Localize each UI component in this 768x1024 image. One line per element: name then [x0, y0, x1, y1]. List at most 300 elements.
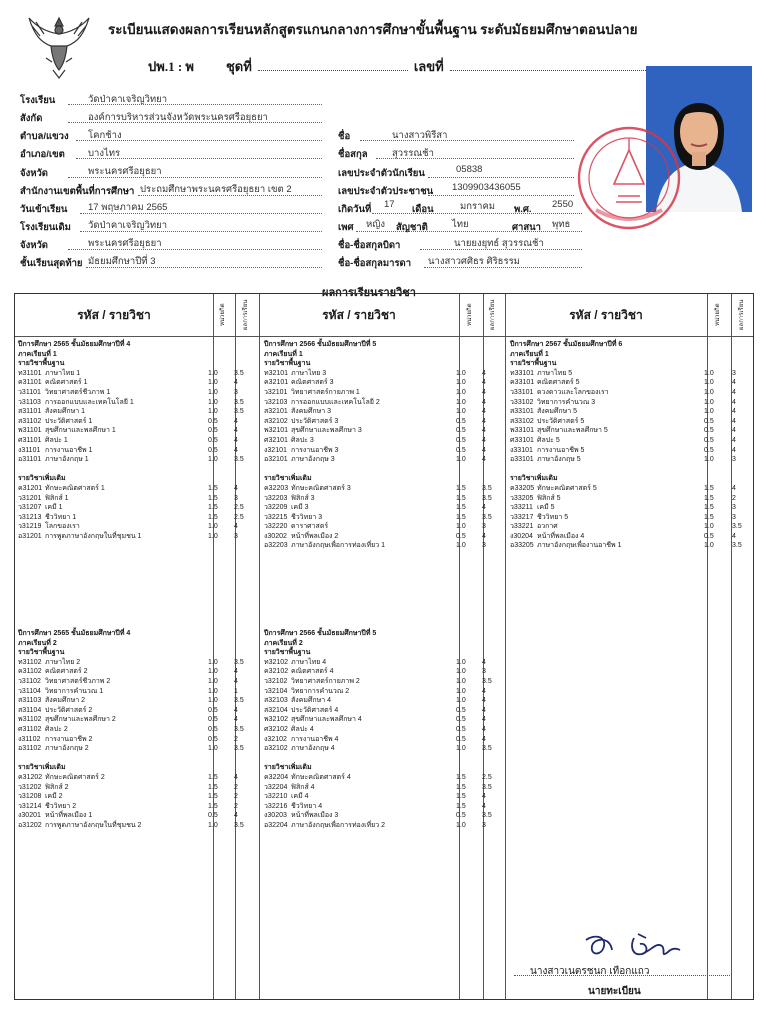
grade-value: 2.5	[482, 773, 492, 781]
credit-value: 1.5	[704, 504, 714, 512]
grade-value: 2.5	[234, 513, 244, 521]
name-label: ชื่อ	[338, 131, 351, 142]
subject-row	[18, 436, 256, 446]
subject-code: ค32203	[264, 484, 289, 492]
subject-row	[18, 744, 256, 754]
subject-name: การออกแบบและเทคโนโลยี 1	[45, 398, 134, 406]
subject-row	[264, 532, 502, 542]
subject-name: ภาษาไทย 3	[291, 369, 327, 377]
subject-row	[264, 503, 502, 513]
credit-value: 1.0	[456, 408, 466, 416]
subject-row	[264, 792, 502, 802]
grade-value: 3.5	[482, 677, 492, 685]
subject-row	[510, 426, 750, 436]
credit-value: 1.5	[208, 773, 218, 781]
mother-label: ชื่อ-ชื่อสกุลมารดา	[338, 258, 412, 269]
subject-row	[264, 821, 502, 831]
subject-row	[18, 735, 256, 745]
grade-value: 1	[234, 687, 238, 695]
grade-value: 4	[482, 408, 486, 416]
grade-value: 4	[732, 398, 736, 406]
registrar-signature	[504, 930, 752, 1000]
grade-value: 4	[482, 446, 486, 454]
subject-name: หน้าที่พลเมือง 1	[45, 812, 93, 820]
subject-name: สุขศึกษาและพลศึกษา 4	[291, 716, 362, 724]
grade-value: 2	[732, 494, 736, 502]
credit-value: 1.0	[456, 369, 466, 377]
credit-value: 1.0	[456, 658, 466, 666]
credit-value: 0.5	[704, 417, 714, 425]
subject-row	[264, 522, 502, 532]
col-divider	[505, 294, 506, 999]
subject-name: ภาษาอังกฤษ 4	[291, 745, 335, 753]
subject-row	[510, 484, 750, 494]
credit-value: 1.5	[208, 494, 218, 502]
credit-value: 0.5	[208, 446, 218, 454]
subject-code: ค31101	[18, 379, 42, 387]
subject-code: ค32204	[264, 773, 289, 781]
credit-value: 1.0	[208, 677, 218, 685]
subject-name: ภาษาไทย 4	[291, 658, 327, 666]
credit-value: 1.0	[208, 369, 218, 377]
credit-value: 1.5	[704, 513, 714, 521]
group-spacer	[264, 465, 502, 475]
grade-value: 3	[234, 494, 238, 502]
subject-name: ศิลปะ 4	[291, 725, 314, 733]
subject-row	[264, 802, 502, 812]
grade-value: 2	[234, 783, 238, 791]
subject-row	[510, 455, 750, 465]
credit-value: 1.5	[456, 773, 466, 781]
subject-row	[264, 706, 502, 716]
subject-header-2: รหัส / รายวิชา	[322, 308, 396, 322]
subject-name: ทักษะคณิตศาสตร์ 2	[45, 773, 105, 781]
subject-name: ชีววิทยา 2	[45, 802, 77, 810]
registrar-name: นางสาวเนตรชนก เทือกแถว	[530, 966, 650, 977]
grade-value: 4	[482, 369, 486, 377]
subject-code: ง30204	[510, 532, 533, 540]
subject-row	[18, 513, 256, 523]
subject-code: อ31102	[18, 745, 42, 753]
subject-code: พ31102	[18, 716, 42, 724]
credit-value: 1.0	[704, 523, 714, 531]
subject-row	[18, 821, 256, 831]
subject-row	[264, 494, 502, 504]
subject-code: ว33221	[510, 523, 534, 531]
prev-school-label: โรงเรียนเดิม	[20, 222, 71, 233]
subject-group: รายวิชาพื้นฐาน	[264, 360, 311, 368]
subject-code: ง33101	[510, 446, 533, 454]
subject-row	[510, 446, 750, 456]
credit-value: 1.0	[208, 697, 218, 705]
subject-row	[18, 715, 256, 725]
subject-code: ว32210	[264, 793, 288, 801]
subject-name: วิทยาศาสตร์กายภาพ 2	[291, 677, 360, 685]
grade-header-1: ผลการเรียน	[243, 299, 249, 331]
subject-row	[18, 484, 256, 494]
semester-year: ปีการศึกษา 2565 ชั้นมัธยมศึกษาปีที่ 4	[18, 341, 131, 348]
official-stamp	[574, 122, 684, 234]
credit-header-1: หน่วยกิต	[220, 303, 226, 327]
credit-value: 1.0	[456, 821, 466, 829]
subject-group: รายวิชาเพิ่มเติม	[264, 475, 312, 483]
grade-value: 3	[482, 668, 486, 676]
grade-value: 3.5	[234, 398, 244, 406]
grade-value: 4	[482, 658, 486, 666]
subject-name: ชีววิทยา 4	[291, 802, 323, 810]
credit-value: 0.5	[456, 812, 466, 820]
semester-section	[18, 629, 256, 830]
grade-value: 4	[482, 417, 486, 425]
grade-value: 4	[482, 793, 486, 801]
subject-name: ภาษาอังกฤษ 3	[291, 456, 335, 464]
subject-name: ภาษาอังกฤษเพื่องานอาชีพ 1	[537, 542, 622, 550]
prev-school-value: วัดป่าคาเจริญวิทยา	[88, 220, 168, 231]
affiliation-value: องค์การบริหารส่วนจังหวัดพระนครศรีอยุธยา	[88, 112, 268, 123]
number-label: เลขที่	[413, 59, 444, 74]
credit-value: 1.0	[456, 388, 466, 396]
subject-row	[510, 398, 750, 408]
subject-code: อ32102	[264, 745, 288, 753]
citizen-id-value: 1309903436055	[452, 182, 521, 193]
grade-header-3: ผลการเรียน	[739, 299, 745, 331]
grade-value: 3	[234, 532, 238, 540]
subject-code: ว32215	[264, 513, 288, 521]
grade-value: 3	[732, 456, 736, 464]
surname-label: ชื่อสกุล	[338, 149, 368, 160]
credit-value: 0.5	[208, 706, 218, 714]
subject-row	[264, 677, 502, 687]
group-spacer	[18, 754, 256, 764]
subject-code: พ32101	[264, 427, 289, 435]
grade-value: 3.5	[482, 494, 492, 502]
garuda-emblem	[26, 12, 92, 80]
subject-name: เคมี 3	[291, 504, 309, 512]
document-code-row	[148, 56, 650, 77]
subject-code: ส32102	[264, 417, 288, 425]
semester-section	[510, 340, 750, 551]
credit-value: 1.0	[456, 398, 466, 406]
credit-value: 1.5	[208, 513, 218, 521]
credit-value: 1.5	[208, 484, 218, 492]
subject-row	[18, 503, 256, 513]
subject-code: ว32204	[264, 783, 288, 791]
subject-code: อ33101	[510, 456, 534, 464]
subject-name: ชีววิทยา 1	[45, 513, 77, 521]
grade-value: 3.5	[732, 523, 742, 531]
number-field	[450, 59, 650, 71]
credit-value: 1.5	[456, 783, 466, 791]
subject-name: ภาษาอังกฤษ 5	[537, 456, 581, 464]
subject-row	[264, 446, 502, 456]
grade-value: 3.5	[482, 812, 492, 820]
subject-code: ว32220	[264, 523, 288, 531]
grade-value: 2	[234, 735, 238, 743]
subject-name: วิทยาศาสตร์ชีวภาพ 1	[45, 388, 111, 396]
subject-name: โลกของเรา	[45, 523, 80, 531]
subject-group: รายวิชาพื้นฐาน	[18, 649, 65, 657]
grade-value: 4	[234, 436, 238, 444]
subject-code: ค31201	[18, 484, 43, 492]
surname-value: สุวรรณช้า	[392, 148, 434, 159]
subject-name: ฟิสิกส์ 1	[45, 494, 69, 502]
grade-value: 3	[732, 513, 736, 521]
subject-row	[264, 388, 502, 398]
grade-value: 3.5	[234, 821, 244, 829]
subject-code: อ32204	[264, 821, 288, 829]
grade-value: 3.5	[482, 783, 492, 791]
subject-name: ดวงดาวและโลกของเรา	[537, 388, 609, 396]
subject-name: ประวัติศาสตร์ 3	[291, 417, 339, 425]
subject-name: สังคมศึกษา 4	[291, 697, 332, 705]
subject-code: ท32102	[264, 658, 289, 666]
credit-value: 0.5	[208, 812, 218, 820]
subject-code: ว31103	[18, 398, 41, 406]
grade-value: 4	[482, 388, 486, 396]
grade-value: 4	[482, 802, 486, 810]
subject-name: การพูดภาษาอังกฤษในที่ชุมชน 1	[45, 532, 142, 540]
subject-code: ศ31102	[18, 725, 42, 733]
subject-row	[264, 735, 502, 745]
subject-row	[264, 667, 502, 677]
religion-value: พุทธ	[552, 219, 571, 230]
credit-value: 1.5	[208, 793, 218, 801]
subdistrict-label: ตำบล/แขวง	[20, 131, 69, 142]
subject-name: ฟิสิกส์ 4	[291, 783, 315, 791]
grade-value: 3	[732, 369, 736, 377]
subject-code: พ33101	[510, 427, 535, 435]
subject-row	[264, 715, 502, 725]
nationality-label: สัญชาติ	[396, 222, 428, 233]
subject-name: หน้าที่พลเมือง 2	[291, 532, 339, 540]
subject-row	[510, 369, 750, 379]
credit-value: 1.0	[208, 821, 218, 829]
subject-code: ว32101	[264, 388, 288, 396]
subject-row	[264, 436, 502, 446]
area-office-value: ประถมศึกษาพระนครศรีอยุธยา เขต 2	[140, 184, 292, 195]
credit-value: 0.5	[704, 427, 714, 435]
credit-value: 1.0	[456, 523, 466, 531]
subject-code: ส31103	[18, 697, 42, 705]
subject-name: ประวัติศาสตร์ 1	[45, 417, 93, 425]
subject-name: เคมี 1	[45, 504, 63, 512]
district-value: บางไทร	[88, 148, 121, 159]
subject-code: ส32101	[264, 408, 288, 416]
credit-value: 0.5	[704, 446, 714, 454]
subject-row	[264, 687, 502, 697]
name-value: นางสาวพิรีสา	[392, 130, 448, 141]
set-label: ชุดที่	[225, 59, 252, 74]
subject-row	[18, 811, 256, 821]
semester-term: ภาคเรียนที่ 2	[264, 639, 303, 647]
grade-value: 4	[234, 417, 238, 425]
subject-name: ฟิสิกส์ 5	[537, 494, 561, 502]
subject-row	[18, 398, 256, 408]
subject-name: ทักษะคณิตศาสตร์ 1	[45, 484, 105, 492]
semester-term: ภาคเรียนที่ 1	[264, 350, 303, 358]
subject-row	[18, 494, 256, 504]
subject-code: ว31201	[18, 494, 42, 502]
grade-value: 3	[482, 542, 486, 550]
entry-date-label: วันเข้าเรียน	[20, 204, 68, 215]
birth-day-value: 17	[384, 199, 395, 210]
grade-value: 4	[482, 687, 486, 695]
subject-code: ว31104	[18, 687, 41, 695]
subject-name: สุขศึกษาและพลศึกษา 1	[45, 427, 116, 435]
subject-code: อ33205	[510, 542, 534, 550]
semester-term: ภาคเรียนที่ 1	[510, 350, 549, 358]
subject-code: ท33101	[510, 369, 535, 377]
credit-value: 1.0	[208, 532, 218, 540]
religion-label: ศาสนา	[512, 222, 541, 233]
grade-value: 4	[482, 504, 486, 512]
subject-row	[510, 417, 750, 427]
subject-code: อ32101	[264, 456, 288, 464]
subject-name: เคมี 5	[537, 504, 555, 512]
subject-code: ว32104	[264, 687, 288, 695]
subject-name: ภาษาอังกฤษเพื่อการท่องเที่ยว 1	[291, 542, 386, 550]
subject-name: วิทยาการคำนวณ 2	[291, 687, 350, 695]
birth-day-label: เกิดวันที่	[338, 204, 372, 215]
subject-name: สังคมศึกษา 5	[537, 408, 578, 416]
grade-value: 4	[482, 725, 486, 733]
subject-name: การพูดภาษาอังกฤษในที่ชุมชน 2	[45, 821, 142, 829]
entry-date-value: 17 พฤษภาคม 2565	[88, 202, 168, 213]
birth-year-label: พ.ศ.	[514, 204, 532, 215]
subject-row	[264, 811, 502, 821]
subject-code: ว33102	[510, 398, 534, 406]
semester-term: ภาคเรียนที่ 1	[18, 350, 57, 358]
subject-row	[264, 513, 502, 523]
subject-row	[510, 532, 750, 542]
credit-value: 0.5	[456, 436, 466, 444]
subject-row	[510, 522, 750, 532]
subject-code: ง32102	[264, 735, 287, 743]
grade-value: 4	[732, 388, 736, 396]
credit-value: 1.0	[704, 398, 714, 406]
credit-value: 0.5	[704, 436, 714, 444]
birth-line	[372, 213, 582, 214]
document-title: ระเบียนแสดงผลการเรียนหลักสูตรแกนกลางการศึกษาขั้นพื้นฐาน ระดับมัธยมศึกษาตอนปลาย	[108, 22, 638, 37]
sex-value: หญิง	[366, 219, 385, 230]
subject-row	[18, 783, 256, 793]
credit-value: 1.0	[208, 668, 218, 676]
citizen-id-label: เลขประจำตัวประชาชน	[338, 186, 434, 197]
subject-row	[18, 667, 256, 677]
subject-code: ค31202	[18, 773, 43, 781]
subject-code: ว31101	[18, 388, 41, 396]
subject-code: ส33102	[510, 417, 534, 425]
subject-row	[510, 436, 750, 446]
credit-value: 0.5	[456, 532, 466, 540]
subject-code: ท31101	[18, 369, 42, 377]
subject-name: การงานอาชีพ 3	[291, 446, 339, 454]
school-value: วัดป่าคาเจริญวิทยา	[88, 94, 168, 105]
grade-value: 3	[234, 388, 238, 396]
subject-header-3: รหัส / รายวิชา	[569, 308, 643, 322]
subject-group: รายวิชาเพิ่มเติม	[510, 475, 558, 483]
grade-value: 4	[482, 697, 486, 705]
registrar-role: นายทะเบียน	[588, 986, 641, 997]
subject-row	[18, 802, 256, 812]
subject-name: ประวัติศาสตร์ 2	[45, 706, 93, 714]
subject-name: การออกแบบและเทคโนโลยี 2	[291, 398, 380, 406]
subject-name: ภาษาไทย 1	[45, 369, 81, 377]
subject-code: ง32101	[264, 446, 287, 454]
subject-row	[264, 725, 502, 735]
subject-row	[264, 378, 502, 388]
credit-value: 1.0	[704, 388, 714, 396]
subject-code: ค33101	[510, 379, 535, 387]
subject-row	[264, 369, 502, 379]
subject-name: การงานอาชีพ 2	[45, 735, 93, 743]
mother-value: นางสาวศศิธร ศิริธรรม	[428, 256, 520, 267]
subject-code: ว32216	[264, 802, 288, 810]
subject-name: ภาษาอังกฤษเพื่อการท่องเที่ยว 2	[291, 821, 386, 829]
credit-value: 1.0	[704, 408, 714, 416]
credit-value: 1.0	[456, 697, 466, 705]
credit-value: 1.5	[704, 494, 714, 502]
subject-row	[18, 792, 256, 802]
district-label: อำเภอ/เขต	[20, 149, 65, 160]
grade-value: 3.5	[234, 408, 244, 416]
grade-value: 3.5	[234, 456, 244, 464]
subject-code: อ31202	[18, 821, 42, 829]
credit-header-3: หน่วยกิต	[715, 303, 721, 327]
subject-header-1: รหัส / รายวิชา	[77, 308, 151, 322]
subject-code: ส33101	[510, 408, 534, 416]
subject-row	[18, 522, 256, 532]
subject-name: ประวัติศาสตร์ 5	[537, 417, 585, 425]
subject-code: อ32203	[264, 542, 288, 550]
subject-code: ว32103	[264, 398, 288, 406]
subject-row	[510, 513, 750, 523]
credit-value: 0.5	[704, 532, 714, 540]
grade-value: 2	[234, 802, 238, 810]
subject-code: ว31202	[18, 783, 42, 791]
semester-term: ภาคเรียนที่ 2	[18, 639, 57, 647]
credit-value: 1.0	[208, 523, 218, 531]
area-office-label: สำนักงานเขตพื้นที่การศึกษา	[20, 186, 135, 197]
credit-value: 0.5	[208, 436, 218, 444]
group-spacer	[510, 465, 750, 475]
semester-section	[18, 340, 256, 541]
subject-code: ว31213	[18, 513, 42, 521]
subject-name: ศิลปะ 1	[45, 436, 68, 444]
grade-value: 4	[732, 379, 736, 387]
credit-value: 1.0	[704, 542, 714, 550]
credit-value: 0.5	[456, 706, 466, 714]
subject-name: เคมี 2	[45, 793, 63, 801]
credit-value: 1.0	[208, 456, 218, 464]
grade-value: 3.5	[732, 542, 742, 550]
subject-code: ศ33101	[510, 436, 534, 444]
credit-value: 1.0	[704, 456, 714, 464]
subject-name: คณิตศาสตร์ 1	[45, 379, 88, 387]
nationality-value: ไทย	[452, 219, 469, 230]
subject-code: ท32101	[264, 369, 289, 377]
subject-code: ง30203	[264, 812, 287, 820]
subject-row	[264, 417, 502, 427]
semester-year: ปีการศึกษา 2566 ชั้นมัธยมศึกษาปีที่ 5	[264, 630, 377, 637]
subject-name: อวกาศ	[537, 523, 558, 531]
subject-code: ว33101	[510, 388, 534, 396]
subject-code: ง31101	[18, 446, 41, 454]
subject-name: ศิลปะ 5	[537, 436, 560, 444]
grade-value: 4	[732, 408, 736, 416]
subject-row	[18, 725, 256, 735]
credit-value: 0.5	[456, 446, 466, 454]
